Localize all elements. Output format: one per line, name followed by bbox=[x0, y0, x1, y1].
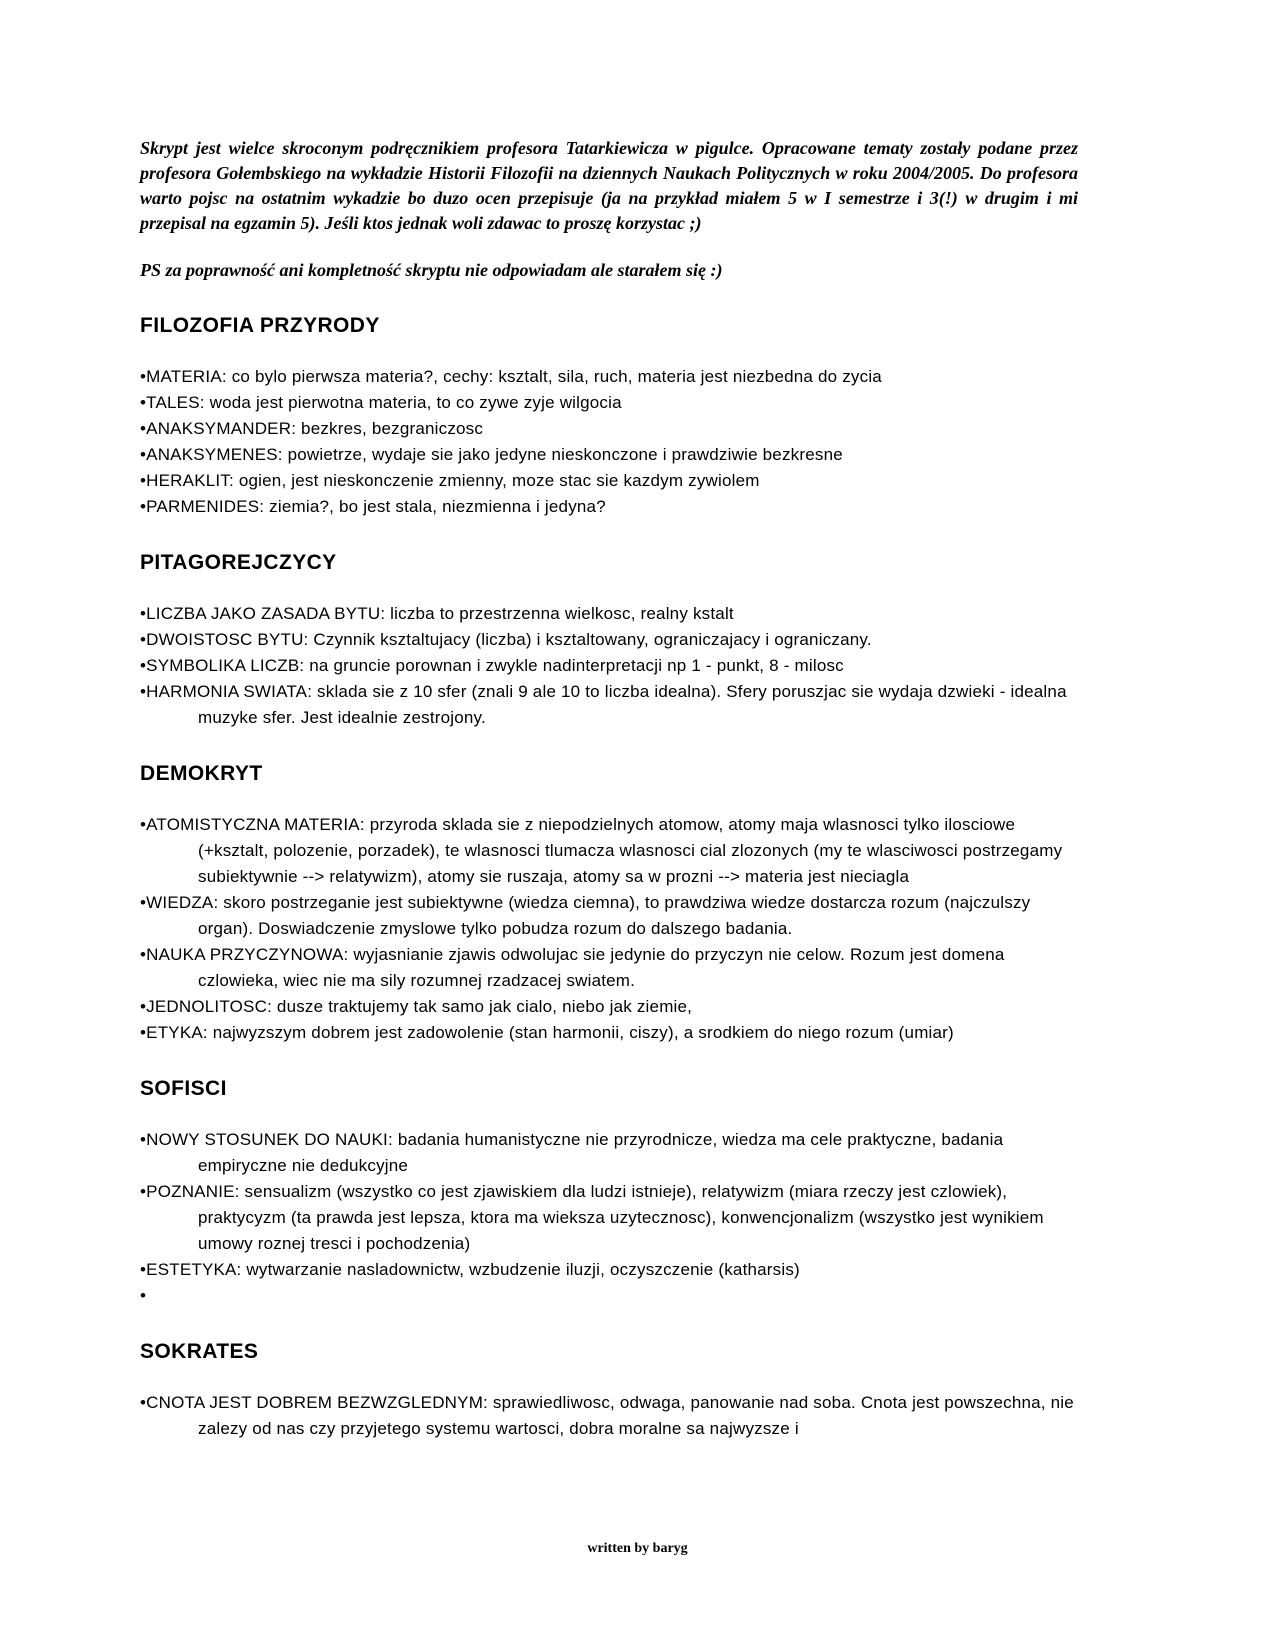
intro-paragraph: Skrypt jest wielce skroconym podręcznikiem profesora Tatarkiewicza w pigulce. Opracowane tematy zostały podane przez profesora Gołembskiego na wykładzie Historii Filozofii na dziennych Naukach Politycznych w roku 2004/2005. Do profesora warto pojsc na ostatnim wykadzie bo duzo ocen przepisuje (ja na przykład miałem 5 w I semestrze i 3(!) w drugim i mi przepisal na egzamin 5). Jeśli ktos jednak woli zdawac to proszę korzystac ;) bbox=[140, 138, 1078, 233]
section-title-sokrates: SOKRATES bbox=[140, 1340, 259, 1363]
list-item bbox=[140, 679, 1078, 731]
list-item bbox=[140, 390, 1078, 416]
bullet-icon: • bbox=[140, 1130, 147, 1149]
sections-container bbox=[140, 314, 1078, 1442]
list-item bbox=[140, 1020, 1078, 1046]
list-item bbox=[140, 1257, 1078, 1283]
bullet-icon: • bbox=[140, 1393, 147, 1412]
list-item-text: HERAKLIT: ogien, jest nieskonczenie zmienny, moze stac sie kazdym zywiolem bbox=[146, 471, 760, 490]
list-item bbox=[140, 416, 1078, 442]
list-item-text: POZNANIE: sensualizm (wszystko co jest zjawiskiem dla ludzi istnieje), relatywizm (miara rzeczy jest czlowiek), praktycyzm (ta prawda jest lepsza, ktora ma wieksza uzytecznosc), konwencjonalizm (wszystko jest wynikiem umowy roznej tresci i pochodzenia) bbox=[146, 1182, 1044, 1253]
list-item-text: HARMONIA SWIATA: sklada sie z 10 sfer (znali 9 ale 10 to liczba idealna). Sfery poruszjac sie wydaja dzwieki - idealna muzyke sfer. Jest idealnie zestrojony. bbox=[146, 682, 1067, 727]
bullet-icon: • bbox=[140, 497, 147, 516]
bullet-icon: • bbox=[140, 1286, 147, 1305]
bullet-icon: • bbox=[140, 1260, 147, 1279]
list-item bbox=[140, 601, 1078, 627]
list-item-text: ANAKSYMANDER: bezkres, bezgraniczosc bbox=[146, 419, 484, 438]
bullet-icon: • bbox=[140, 393, 147, 412]
list-item-text: CNOTA JEST DOBREM BEZWZGLEDNYM: sprawiedliwosc, odwaga, panowanie nad soba. Cnota jest powszechna, nie zalezy od nas czy przyjetego systemu wartosci, dobra moralne sa najwyzsze i bbox=[146, 1393, 1074, 1438]
bullet-icon: • bbox=[140, 893, 147, 912]
section-title-demokryt: DEMOKRYT bbox=[140, 762, 263, 785]
bullet-icon: • bbox=[140, 682, 147, 701]
list-item-text: DWOISTOSC BYTU: Czynnik ksztaltujacy (liczba) i ksztaltowany, ograniczajacy i ograniczany. bbox=[146, 630, 872, 649]
section-list bbox=[140, 812, 1078, 1046]
list-item-text: ANAKSYMENES: powietrze, wydaje sie jako jedyne nieskonczone i prawdziwie bezkresne bbox=[146, 445, 843, 464]
list-item bbox=[140, 812, 1078, 890]
bullet-icon: • bbox=[140, 945, 147, 964]
list-item bbox=[140, 1283, 1078, 1309]
list-item-text: ATOMISTYCZNA MATERIA: przyroda sklada sie z niepodzielnych atomow, atomy maja wlasnosci tylko ilosciowe (+ksztalt, polozenie, porzadek), te wlasnosci tlumacza wlasnosci cial zlozonych (my te wlasciwosci postrzegamy subiektywnie --> relatywizm), atomy sie ruszaja, atomy sa w prozni --> materia jest nieciagla bbox=[146, 815, 1063, 886]
ps-note: PS za poprawność ani kompletność skryptu nie odpowiadam ale starałem się :) bbox=[140, 260, 723, 280]
bullet-icon: • bbox=[140, 997, 147, 1016]
bullet-icon: • bbox=[140, 630, 147, 649]
list-item bbox=[140, 494, 1078, 520]
list-item-text: PARMENIDES: ziemia?, bo jest stala, niezmienna i jedyna? bbox=[146, 497, 606, 516]
list-item-text: NAUKA PRZYCZYNOWA: wyjasnianie zjawis odwolujac sie jedynie do przyczyn nie celow. Rozum jest domena czlowieka, wiec nie ma sily rozumnej rzadzacej swiatem. bbox=[146, 945, 1005, 990]
list-item-text: JEDNOLITOSC: dusze traktujemy tak samo jak cialo, niebo jak ziemie, bbox=[146, 997, 693, 1016]
bullet-icon: • bbox=[140, 445, 147, 464]
bullet-icon: • bbox=[140, 419, 147, 438]
list-item bbox=[140, 942, 1078, 994]
bullet-icon: • bbox=[140, 1023, 147, 1042]
list-item-text: WIEDZA: skoro postrzeganie jest subiektywne (wiedza ciemna), to prawdziwa wiedze dostarcza rozum (najczulszy organ). Doswiadczenie zmyslowe tylko pobudza rozum do dalszego badania. bbox=[146, 893, 1031, 938]
bullet-icon: • bbox=[140, 1182, 147, 1201]
bullet-icon: • bbox=[140, 656, 147, 675]
list-item-text: LICZBA JAKO ZASADA BYTU: liczba to przestrzenna wielkosc, realny kstalt bbox=[146, 604, 734, 623]
list-item bbox=[140, 442, 1078, 468]
list-item-text: TALES: woda jest pierwotna materia, to co zywe zyje wilgocia bbox=[146, 393, 622, 412]
section-list bbox=[140, 601, 1078, 731]
section-title-sofisci: SOFISCI bbox=[140, 1077, 227, 1100]
bullet-icon: • bbox=[140, 815, 147, 834]
list-item bbox=[140, 1179, 1078, 1257]
list-item bbox=[140, 1390, 1078, 1442]
section-title-pitagorejczycy: PITAGOREJCZYCY bbox=[140, 551, 337, 574]
list-item bbox=[140, 627, 1078, 653]
bullet-icon: • bbox=[140, 367, 147, 386]
list-item bbox=[140, 364, 1078, 390]
list-item-text: ETYKA: najwyzszym dobrem jest zadowolenie (stan harmonii, ciszy), a srodkiem do niego rozum (umiar) bbox=[146, 1023, 954, 1042]
list-item-text: NOWY STOSUNEK DO NAUKI: badania humanistyczne nie przyrodnicze, wiedza ma cele praktyczne, badania empiryczne nie dedukcyjne bbox=[146, 1130, 1004, 1175]
list-item bbox=[140, 994, 1078, 1020]
list-item-text: SYMBOLIKA LICZB: na gruncie porownan i zwykle nadinterpretacji np 1 - punkt, 8 - milosc bbox=[146, 656, 844, 675]
list-item bbox=[140, 468, 1078, 494]
section-list bbox=[140, 364, 1078, 520]
list-item bbox=[140, 1127, 1078, 1179]
bullet-icon: • bbox=[140, 604, 147, 623]
list-item bbox=[140, 653, 1078, 679]
list-item-text: ESTETYKA: wytwarzanie nasladownictw, wzbudzenie iluzji, oczyszczenie (katharsis) bbox=[146, 1260, 800, 1279]
section-title-filozofia-przyrody: FILOZOFIA PRZYRODY bbox=[140, 314, 380, 337]
bullet-icon: • bbox=[140, 471, 147, 490]
footer-credit: written by baryg bbox=[587, 1541, 688, 1556]
document-content bbox=[140, 136, 1078, 1442]
list-item bbox=[140, 890, 1078, 942]
section-list bbox=[140, 1127, 1078, 1309]
section-list bbox=[140, 1390, 1078, 1442]
list-item-text: MATERIA: co bylo pierwsza materia?, cechy: ksztalt, sila, ruch, materia jest niezbedna do zycia bbox=[146, 367, 882, 386]
